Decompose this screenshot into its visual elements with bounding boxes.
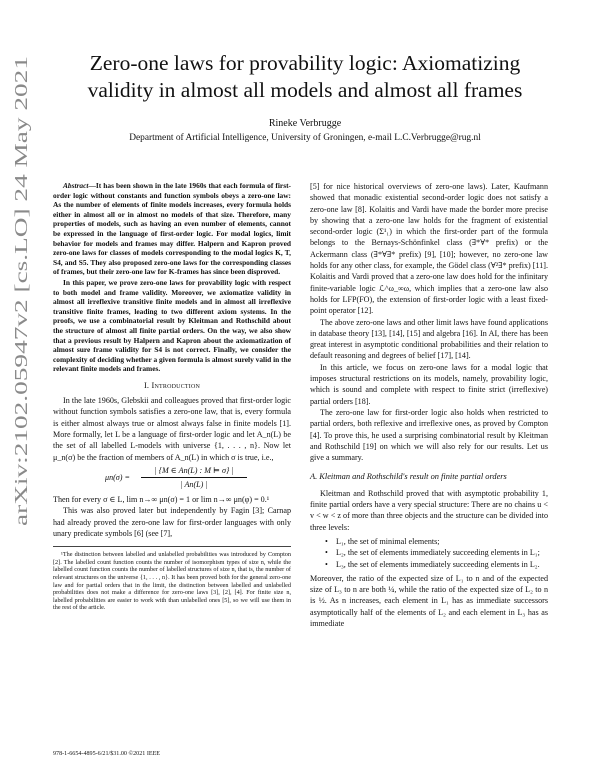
equation-lhs: μn(σ) = — [105, 472, 130, 482]
level-list — [310, 536, 548, 570]
right-paragraph-3: In this article, we focus on zero-one laws for a modal logic that imposes structural restrictions on its models, namely, provability logic, which is sound and complete with respect to finite strict (irreflexive) partial orders [18]. — [310, 362, 548, 406]
arxiv-stamp — [6, 56, 36, 526]
abstract-label: Abstract — [63, 181, 89, 190]
footnote-text: ¹The distinction between labelled and unlabelled probabilities was introduced by Compton [2]. The labelled count function counts the number of isomorphism types of size n, while the labelled count function counts the number of labelled structures of size n, that is, the number of relevant structures on the universe {1, . . . , n}. It has been proved both for the general zero-one law and for partial orders that in the limit, the distinction between labelled and unlabelled probabilities does not make a difference for zero-one laws [3], [2], [4]. For finite size n, labelled probabilities are easier to work with than unlabelled ones [5], so we will use them in the rest of the article. — [53, 551, 291, 612]
abstract — [53, 181, 291, 374]
arxiv-stamp-text: arXiv:2102.05947v2 [cs.LO] 24 May 2021 — [11, 224, 31, 526]
abstract-paragraph-1 — [53, 181, 291, 277]
left-column — [53, 181, 291, 612]
abstract-text-1: —It has been shown in the late 1960s that each formula of first-order logic without constants and function symbols obeys a zero-one law: As the number of elements of finite models increases, every formula holds either in almost all or in almost no models of that size. Therefore, many properties of models, such as having an even number of elements, cannot be expressed in the language of first-order logic. For modal logics, limit behavior for models and frames may differ. Halpern and Kapron proved zero-one laws for classes of models corresponding to the modal logics K, T, S4, and S5. They also proposed zero-one laws for the corresponding classes of frames, but their zero-one law for K-frames has since been disproved. — [53, 181, 291, 277]
title-line-2: validity in almost all models and almost all frames — [87, 78, 523, 102]
subsection-heading: A. Kleitman and Rothschild's result on finite partial orders — [310, 472, 507, 482]
right-paragraph-5: Kleitman and Rothschild proved that with asymptotic probability 1, finite partial orders have a very special structure: There are no chains u < v < w < z of more than three objects and the structure can be divided into three levels: — [310, 488, 548, 532]
abstract-paragraph-2: In this paper, we prove zero-one laws for provability logic with respect to both model and frame validity. Moreover, we axiomatize validity in almost all irreflexive transitive finite models and in almost all irreflexive transitive finite frames, leading to two different axiom systems. In the proofs, we use a combinatorial result by Kleitman and Rothschild about the structure of almost all finite partial orders. On the way, we also show that a previous result by Halpern and Kapron about the axiomatization of almost sure frame validity for S4 is not correct. Finally, we consider the complexity of deciding whether a given formula is almost surely valid in the relevant finite models and frames. — [53, 277, 291, 374]
section-heading-introduction: I. Introduction — [143, 380, 201, 390]
list-item: • L₂, the set of elements immediately succeeding elements in L₁; — [310, 547, 548, 558]
author-affiliation: Department of Artificial Intelligence, University of Groningen, e-mail L.C.Verbrugge@rug.nl — [129, 133, 481, 143]
equation-denominator: | An(L) | — [180, 480, 208, 490]
intro-paragraph-2: Then for every σ ∈ L, lim n→∞ μn(σ) = 1 or lim n→∞ μn(φ) = 0.¹ — [53, 494, 270, 504]
footnote — [53, 546, 291, 612]
equation-fraction — [141, 465, 247, 491]
intro-paragraph-1: In the late 1960s, Glebskii and colleagues proved that first-order logic without function symbols satisfies a zero-one law, that is, every formula is either almost always true or almost always false in finite models [1]. More formally, let L be a language of first-order logic and let A_n(L) be the set of all labelled L-models with universe {1, . . . , n}. Now let μ_n(σ) be the fraction of members of A_n(L) in which σ is true, i.e., — [53, 396, 291, 462]
list-item: • L₁, the set of minimal elements; — [310, 536, 548, 547]
title-line-1: Zero-one laws for provability logic: Axiomatizing — [89, 51, 521, 75]
right-column — [310, 181, 548, 629]
copyright-line: 978-1-6654-4895-6/21/$31.00 ©2021 IEEE — [53, 751, 161, 757]
right-paragraph-4: The zero-one law for first-order logic also holds when restricted to partial orders, both reflexive and irreflexive ones, as proved by Compton [4]. To prove this, he used a surprising combinatorial result by Kleitman and Rothschild [19] on which we will also rely for our results. Let us give a summary. — [310, 407, 548, 463]
paper-title — [50, 50, 560, 104]
author-name: Rineke Verbrugge — [268, 118, 342, 129]
equation-numerator: | {M ∈ An(L) : M ⊨ σ} | — [141, 465, 247, 478]
right-paragraph-2: The above zero-one laws and other limit laws have found applications in database theory [13], [14], [15] and algebra [16]. In AI, there has been great interest in asymptotic conditional probabilities and their relation to default reasoning and degrees of belief [17], [14]. — [310, 317, 548, 361]
right-paragraph-6: Moreover, the ratio of the expected size of L₁ to n and of the expected size of L₃ to n are both ¼, while the ratio of the expected size of L₂ to n is ½. As n increases, each element in L₁ has as immediate successors asymptotically half of the elements of L₂ and each element in L₃ has as immediate — [310, 573, 548, 628]
right-paragraph-1: [5] for nice historical overviews of zero-one laws). Later, Kaufmann showed that monadic existential second-order logic does not satisfy a zero-one law [8]. Kolaitis and Vardi have made the border more precise by showing that a zero-one law holds for the fragment of existential second-order logic (Σ¹₁) in which the first-order part of the formula belongs to the Bernays-Schönfinkel class (∃*∀* prefix) or the Ackermann class (∃*∀∃* prefix) [9], [10]; however, no zero-one law holds for any other class, for example, the Gödel class (∀²∃* prefix) [11]. Kolaitis and Vardi proved that a zero-one law does hold for the infinitary finite-variable logic ℒ^ω_∞ω, which implies that a zero-one law also holds for LFP(FO), the extension of first-order logic with a least fixed-point operator [12]. — [310, 182, 548, 316]
equation-mu — [53, 465, 291, 491]
intro-paragraph-3: This was also proved later but independently by Fagin [3]; Carnap had already proved the zero-one law for first-order languages with only unary predicate symbols [6] (see [7], — [53, 506, 291, 538]
list-item: • L₃, the set of elements immediately succeeding elements in L₂. — [310, 559, 548, 570]
